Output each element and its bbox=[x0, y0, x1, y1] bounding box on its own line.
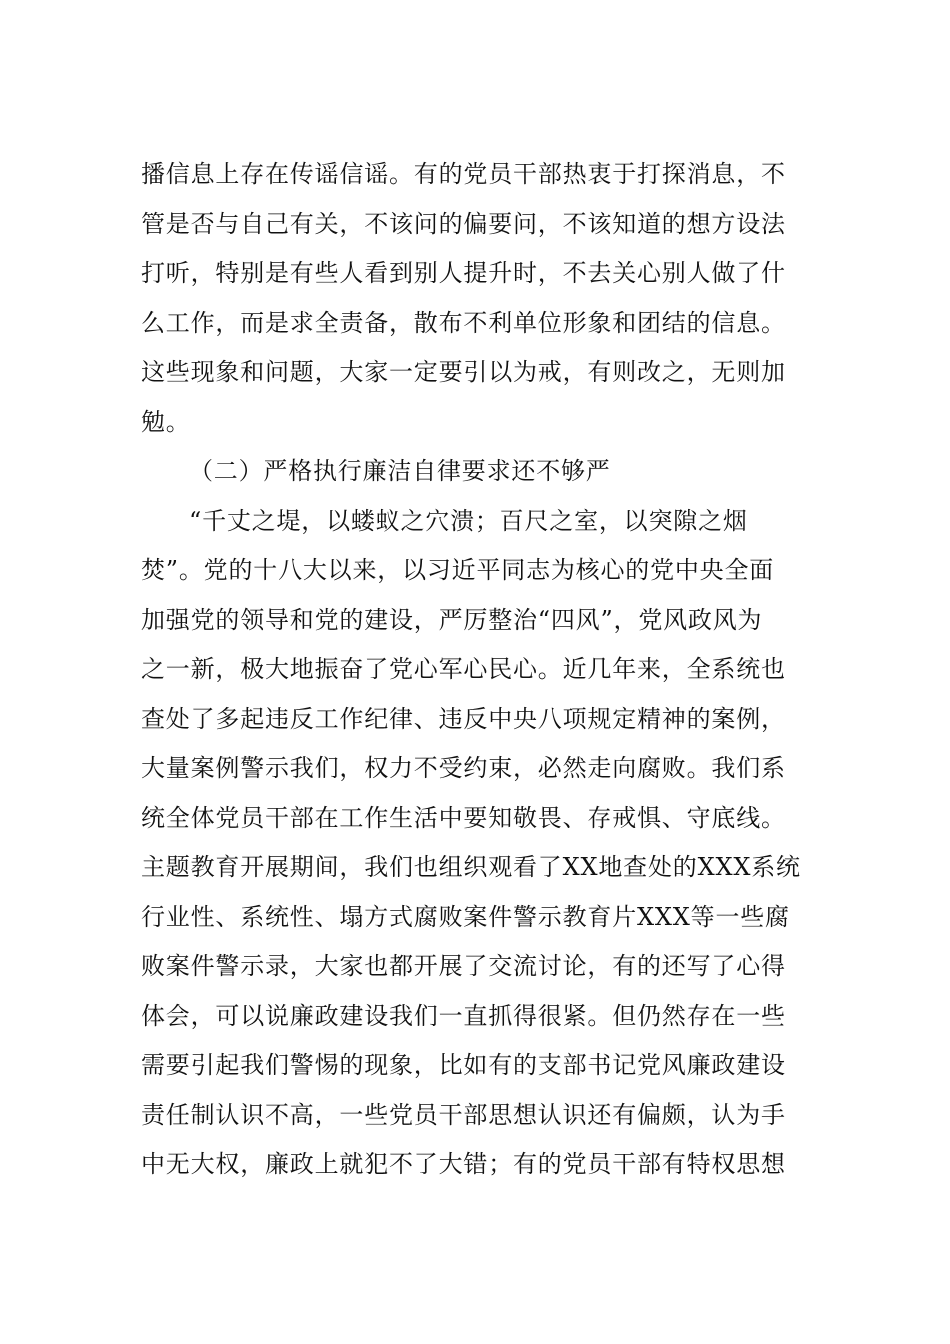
body-text bbox=[141, 150, 821, 1190]
text-line: 这些现象和问题，大家一定要引以为戒，有则改之，无则加 bbox=[141, 358, 786, 386]
text-line: 主题教育开展期间，我们也组织观看了XX地查处的XXX系统 bbox=[141, 853, 801, 881]
text-line: 责任制认识不高，一些党员干部思想认识还有偏颇，认为手 bbox=[141, 1100, 786, 1129]
text-line: 行业性、系统性、塌方式腐败案件警示教育片XXX等一些腐 bbox=[141, 902, 790, 931]
text-line: 统全体党员干部在工作生活中要知敬畏、存戒惧、守底线。 bbox=[141, 803, 786, 832]
text-line: 打听，特别是有些人看到别人提升时，不去关心别人做了什 bbox=[141, 259, 786, 287]
text-line: 体会，可以说廉政建设我们一直抓得很紧。但仍然存在一些 bbox=[141, 1001, 786, 1030]
text-line: 勉。 bbox=[141, 407, 191, 436]
text-line: 播信息上存在传谣信谣。有的党员干部热衷于打探消息，不 bbox=[141, 160, 786, 188]
text-line: 加强党的领导和党的建设，严厉整治“四风”，党风政风为 bbox=[141, 605, 763, 634]
text-line: 中无大权，廉政上就犯不了大错；有的党员干部有特权思想 bbox=[141, 1150, 786, 1178]
text-line: 管是否与自己有关，不该问的偏要问，不该知道的想方设法 bbox=[141, 209, 786, 238]
text-line: 之一新，极大地振奋了党心军心民心。近几年来，全系统也 bbox=[141, 655, 786, 683]
text-line: 需要引起我们警惕的现象，比如有的支部书记党风廉政建设 bbox=[141, 1051, 786, 1079]
text-line: 查处了多起违反工作纪律、违反中央八项规定精神的案例， bbox=[141, 704, 786, 733]
text-line: 焚”。党的十八大以来，以习近平同志为核心的党中央全面 bbox=[141, 556, 775, 584]
text-line: 败案件警示录，大家也都开展了交流讨论，有的还写了心得 bbox=[141, 952, 786, 980]
text-line: 大量案例警示我们，权力不受约束，必然走向腐败。我们系 bbox=[141, 754, 786, 782]
section-heading: （二）严格执行廉洁自律要求还不够严 bbox=[189, 457, 611, 485]
text-line: 么工作，而是求全责备，散布不利单位形象和团结的信息。 bbox=[141, 308, 786, 337]
text-line: “千丈之堤，以蝼蚁之穴溃；百尺之室，以突隙之烟 bbox=[189, 506, 748, 535]
